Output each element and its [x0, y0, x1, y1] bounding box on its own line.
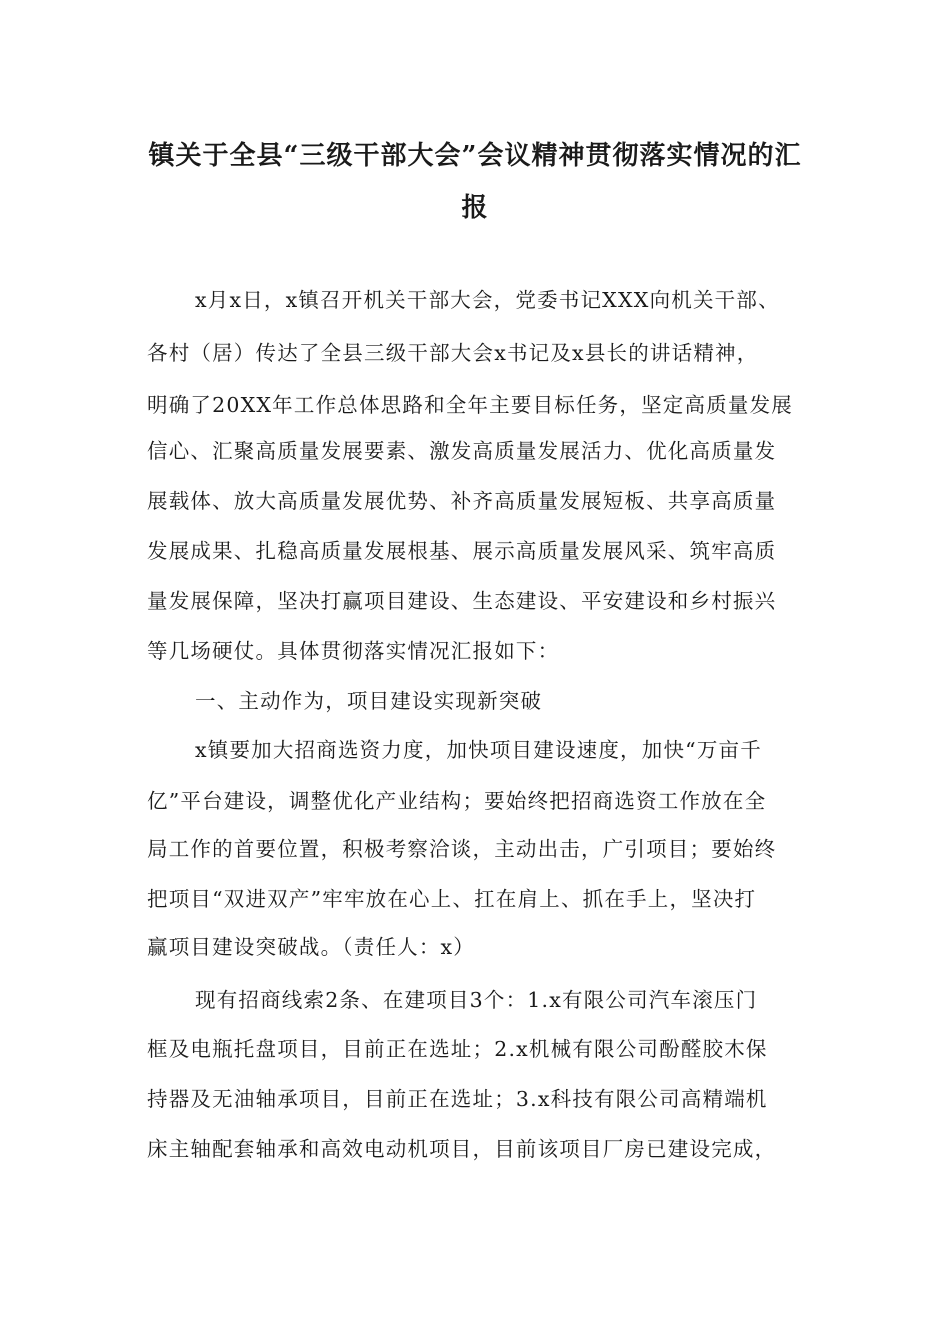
paragraph-2-line-2: 亿”平台建设，调整优化产业结构；要始终把招商选资工作放在全	[147, 789, 767, 813]
document-title-line-2: 报	[461, 193, 489, 223]
paragraph-1-line-8: 等几场硬仗。具体贯彻落实情况汇报如下：	[147, 639, 560, 663]
paragraph-3-line-4: 床主轴配套轴承和高效电动机项目，目前该项目厂房已建设完成，	[147, 1137, 777, 1161]
paragraph-1-line-4: 信心、汇聚高质量发展要素、激发高质量发展活力、优化高质量发	[147, 439, 777, 463]
paragraph-2-line-4: 把项目“双进双产”牢牢放在心上、扛在肩上、抓在手上，坚决打	[147, 887, 757, 911]
paragraph-2-line-1: x镇要加大招商选资力度，加快项目建设速度，加快“万亩千	[195, 738, 762, 762]
paragraph-2-line-3: 局工作的首要位置，积极考察洽谈，主动出击，广引项目；要始终	[147, 837, 777, 861]
paragraph-1-line-6: 发展成果、扎稳高质量发展根基、展示高质量发展风采、筑牢高质	[147, 539, 777, 563]
paragraph-3-line-3: 持器及无油轴承项目，目前正在选址；3.x科技有限公司高精端机	[147, 1087, 768, 1111]
paragraph-1-line-3: 明确了20XX年工作总体思路和全年主要目标任务，坚定高质量发展	[147, 393, 793, 417]
paragraph-2-line-5: 赢项目建设突破战。（责任人：x）	[147, 935, 476, 959]
paragraph-1-line-5: 展载体、放大高质量发展优势、补齐高质量发展短板、共享高质量	[147, 489, 777, 513]
section-heading-1: 一、主动作为，项目建设实现新突破	[195, 689, 543, 713]
paragraph-1-line-1: x月x日，x镇召开机关干部大会，党委书记XXX向机关干部、	[195, 288, 780, 312]
paragraph-1-line-2: 各村（居）传达了全县三级干部大会x书记及x县长的讲话精神，	[147, 341, 759, 365]
paragraph-1-line-7: 量发展保障，坚决打赢项目建设、生态建设、平安建设和乡村振兴	[147, 589, 777, 613]
paragraph-3-line-1: 现有招商线索2条、在建项目3个：1.x有限公司汽车滚压门	[195, 988, 758, 1012]
document-title-line-1: 镇关于全县“三级干部大会”会议精神贯彻落实情况的汇	[148, 141, 802, 171]
paragraph-3-line-2: 框及电瓶托盘项目，目前正在选址；2.x机械有限公司酚醛胶木保	[147, 1037, 768, 1061]
